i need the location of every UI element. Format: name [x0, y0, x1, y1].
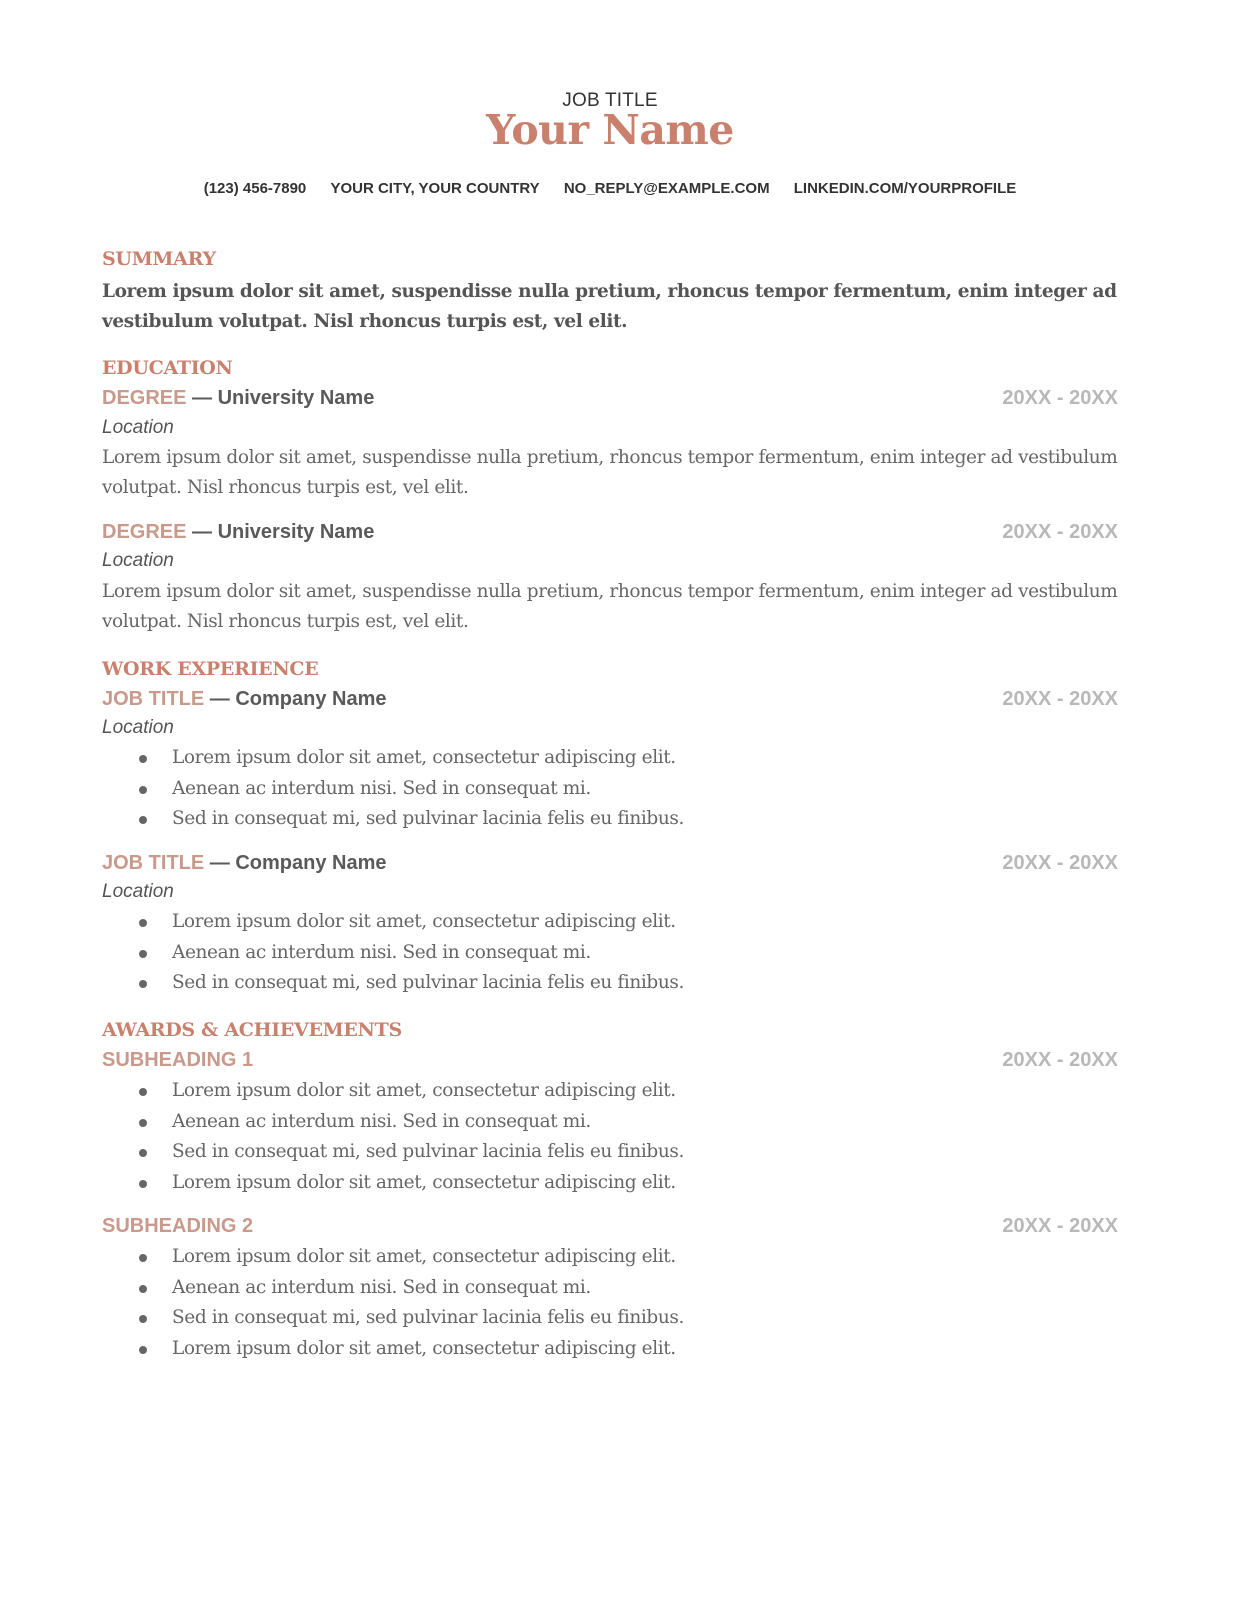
bullet-icon	[139, 1149, 147, 1157]
job-title-label: JOB TITLE	[102, 852, 205, 874]
education-entry-2-location: Location	[102, 550, 174, 571]
subheading-label: SUBHEADING 1	[102, 1049, 254, 1071]
list-item: Lorem ipsum dolor sit amet, consectetur adipiscing elit.	[102, 1242, 1118, 1273]
list-item: Sed in consequat mi, sed pulvinar lacinia felis eu finibus.	[102, 804, 1118, 835]
education-entry-2-description: Lorem ipsum dolor sit amet, suspendisse nulla pretium, rhoncus tempor fermentum, enim integer ad vestibulum volutpat. Nisl rhoncus turpis est, vel elit.	[102, 581, 1118, 632]
contact-location: YOUR CITY, YOUR COUNTRY	[330, 180, 540, 197]
work-experience-heading: WORK EXPERIENCE	[102, 658, 319, 680]
bullet-icon	[139, 980, 147, 988]
contact-phone: (123) 456-7890	[203, 180, 307, 197]
list-item: Sed in consequat mi, sed pulvinar lacinia felis eu finibus.	[102, 1303, 1118, 1334]
bullet-icon	[139, 816, 147, 824]
degree-label: DEGREE	[102, 387, 187, 409]
bullet-icon	[139, 1119, 147, 1127]
work-entry-2-location: Location	[102, 881, 174, 902]
list-item: Lorem ipsum dolor sit amet, consectetur adipiscing elit.	[102, 743, 1118, 774]
list-item: Aenean ac interdum nisi. Sed in consequat mi.	[102, 774, 1118, 805]
summary-text: Lorem ipsum dolor sit amet, suspendisse nulla pretium, rhoncus tempor fermentum, enim integer ad vestibulum volutpat. Nisl rhoncus turpis est, vel elit.	[102, 281, 1117, 332]
separator: —	[192, 387, 213, 409]
bullet-icon	[139, 1285, 147, 1293]
bullet-icon	[139, 1346, 147, 1354]
work-entry-1-header	[102, 688, 1118, 711]
header-name: Your Name	[486, 106, 734, 154]
education-entry-2-header	[102, 521, 1118, 544]
awards-entry-2-header	[102, 1215, 1118, 1238]
contact-line	[95, 180, 1125, 197]
date-range: 20XX - 20XX	[1002, 1215, 1118, 1237]
work-entry-1-bullets	[102, 743, 1118, 835]
education-entry-1-description: Lorem ipsum dolor sit amet, suspendisse nulla pretium, rhoncus tempor fermentum, enim integer ad vestibulum volutpat. Nisl rhoncus turpis est, vel elit.	[102, 447, 1118, 498]
contact-email: NO_REPLY@EXAMPLE.COM	[563, 180, 770, 197]
list-item: Lorem ipsum dolor sit amet, consectetur adipiscing elit.	[102, 1168, 1118, 1199]
list-item: Lorem ipsum dolor sit amet, consectetur adipiscing elit.	[102, 1334, 1118, 1365]
company-name: Company Name	[235, 688, 387, 710]
date-range: 20XX - 20XX	[1002, 1049, 1118, 1071]
date-range: 20XX - 20XX	[1002, 852, 1118, 874]
separator: —	[209, 688, 230, 710]
list-item: Sed in consequat mi, sed pulvinar lacinia felis eu finibus.	[102, 1137, 1118, 1168]
bullet-icon	[139, 919, 147, 927]
awards-entry-1-bullets	[102, 1076, 1118, 1198]
degree-label: DEGREE	[102, 521, 187, 543]
list-item: Aenean ac interdum nisi. Sed in consequat mi.	[102, 1107, 1118, 1138]
date-range: 20XX - 20XX	[1002, 521, 1118, 543]
bullet-icon	[139, 1315, 147, 1323]
header-job-title: JOB TITLE	[562, 90, 658, 111]
work-entry-1-location: Location	[102, 717, 174, 738]
separator: —	[209, 852, 230, 874]
bullet-icon	[139, 1180, 147, 1188]
bullet-icon	[139, 1088, 147, 1096]
awards-heading: AWARDS & ACHIEVEMENTS	[102, 1019, 402, 1041]
bullet-icon	[139, 786, 147, 794]
bullet-icon	[139, 950, 147, 958]
university-name: University Name	[217, 387, 375, 409]
list-item: Aenean ac interdum nisi. Sed in consequat mi.	[102, 938, 1118, 969]
list-item: Lorem ipsum dolor sit amet, consectetur adipiscing elit.	[102, 1076, 1118, 1107]
list-item: Lorem ipsum dolor sit amet, consectetur adipiscing elit.	[102, 907, 1118, 938]
awards-entry-1-header	[102, 1049, 1118, 1072]
bullet-icon	[139, 755, 147, 763]
job-title-label: JOB TITLE	[102, 688, 205, 710]
subheading-label: SUBHEADING 2	[102, 1215, 254, 1237]
list-item: Sed in consequat mi, sed pulvinar lacinia felis eu finibus.	[102, 968, 1118, 999]
work-entry-2-header	[102, 852, 1118, 875]
date-range: 20XX - 20XX	[1002, 387, 1118, 409]
education-entry-1-header	[102, 387, 1118, 410]
date-range: 20XX - 20XX	[1002, 688, 1118, 710]
education-heading: EDUCATION	[102, 357, 233, 379]
education-entry-1-location: Location	[102, 417, 174, 438]
company-name: Company Name	[235, 852, 387, 874]
awards-entry-2-bullets	[102, 1242, 1118, 1364]
list-item: Aenean ac interdum nisi. Sed in consequat mi.	[102, 1273, 1118, 1304]
contact-linkedin: LINKEDIN.COM/YOURPROFILE	[793, 180, 1017, 197]
work-entry-2-bullets	[102, 907, 1118, 999]
university-name: University Name	[217, 521, 375, 543]
summary-heading: SUMMARY	[102, 248, 216, 270]
bullet-icon	[139, 1254, 147, 1262]
separator: —	[192, 521, 213, 543]
